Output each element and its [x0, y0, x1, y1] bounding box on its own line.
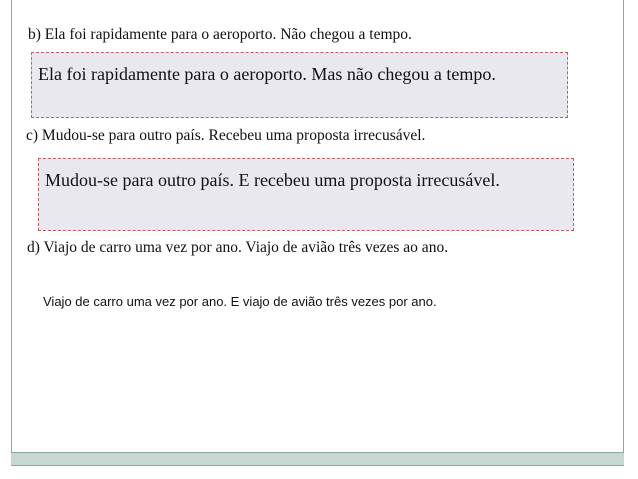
answer-b-text: Ela foi rapidamente para o aeroporto. Mas não chegou a tempo. — [38, 64, 496, 84]
answer-c-text: Mudou-se para outro país. E recebeu uma proposta irrecusável. — [45, 170, 500, 190]
footer-bar — [11, 452, 624, 466]
question-d: d) Viajo de carro uma vez por ano. Viajo de avião três vezes ao ano. — [27, 239, 449, 256]
answer-box-b — [31, 52, 568, 118]
question-c: c) Mudou-se para outro país. Recebeu uma proposta irrecusável. — [26, 127, 426, 144]
answer-box-c — [38, 158, 574, 231]
question-b: b) Ela foi rapidamente para o aeroporto. Não chegou a tempo. — [28, 26, 412, 43]
answer-d-text: Viajo de carro uma vez por ano. E viajo de avião três vezes por ano. — [43, 294, 437, 309]
